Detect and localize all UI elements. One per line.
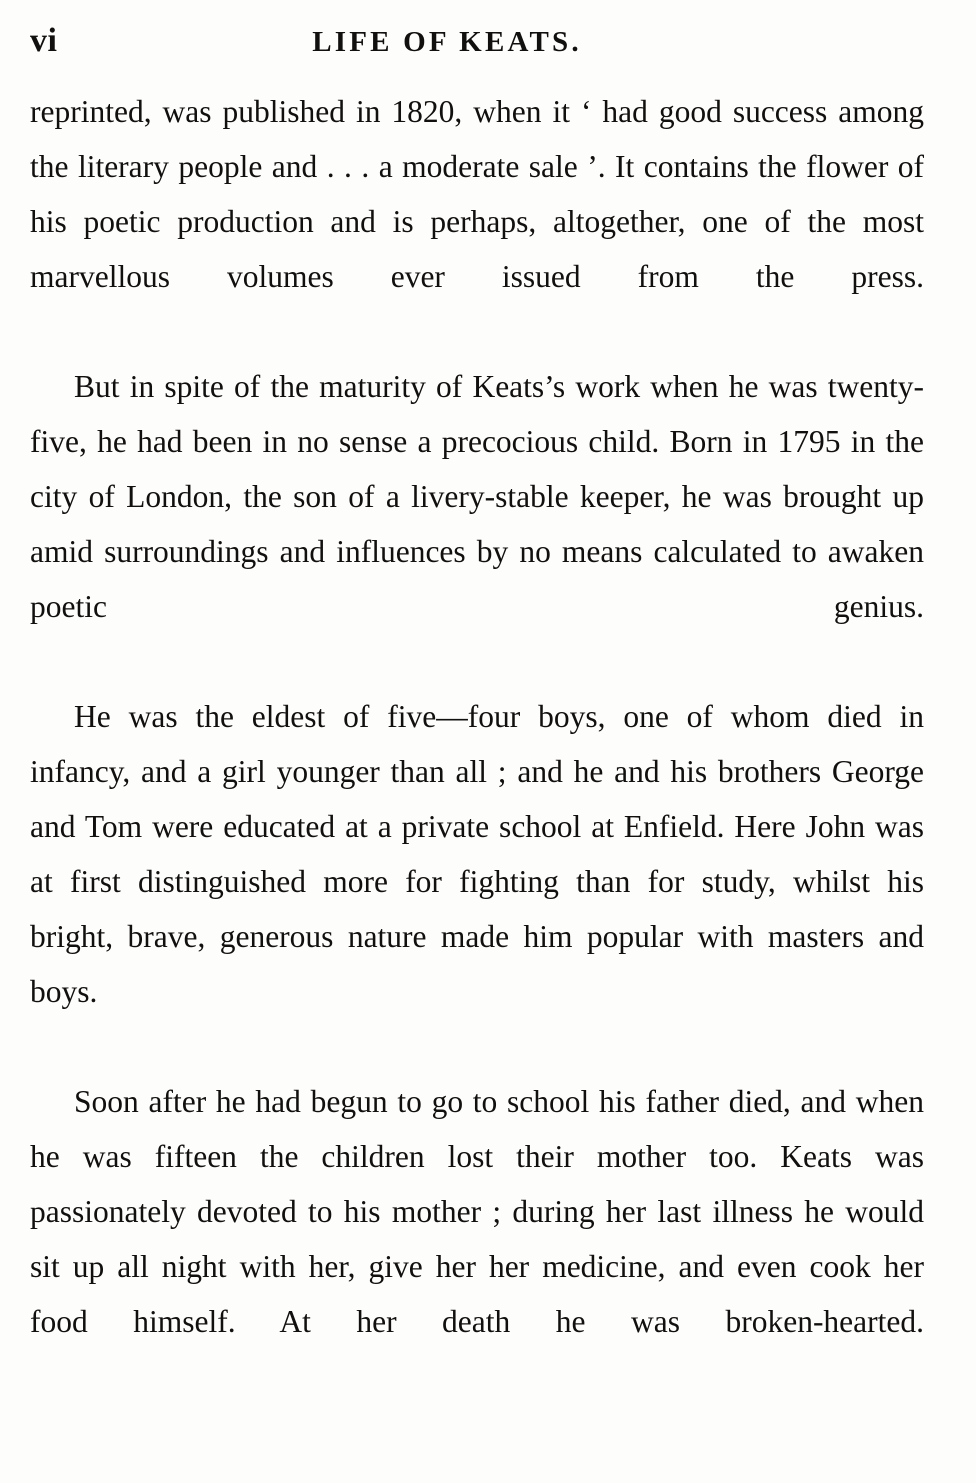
running-head-title: LIFE OF KEATS.: [312, 26, 582, 58]
body-text: [30, 84, 924, 1404]
running-head: [30, 22, 924, 76]
paragraph: He was the eldest of five—four boys, one of whom died in infancy, and a girl younger than all ; and he and his brothers George and Tom were educated at a private school at Enfield. Here John was at first distinguished more for fighting than for study, whilst his bright, brave, generous nature made him popular with masters and boys.: [30, 699, 924, 1009]
paragraph: reprinted, was published in 1820, when it ‘ had good success among the literary people and . . . a moderate sale ’. It contains the flower of his poetic production and is perhaps, altogether, one of the most marvellous volumes ever issued from the press.: [30, 94, 924, 294]
page-number: vi: [30, 22, 58, 59]
paragraph: Soon after he had begun to go to school his father died, and when he was fifteen the children lost their mother too. Keats was passionately devoted to his mother ; during her last illness he would sit up all night with her, give her her medicine, and even cook her food himself. At her death he was broken-hearted.: [30, 1084, 924, 1339]
paragraph: But in spite of the maturity of Keats’s work when he was twenty-five, he had been in no sense a precocious child. Born in 1795 in the city of London, the son of a livery-stable keeper, he was brought up amid surroundings and influences by no means calculated to awaken poetic genius.: [30, 369, 924, 624]
